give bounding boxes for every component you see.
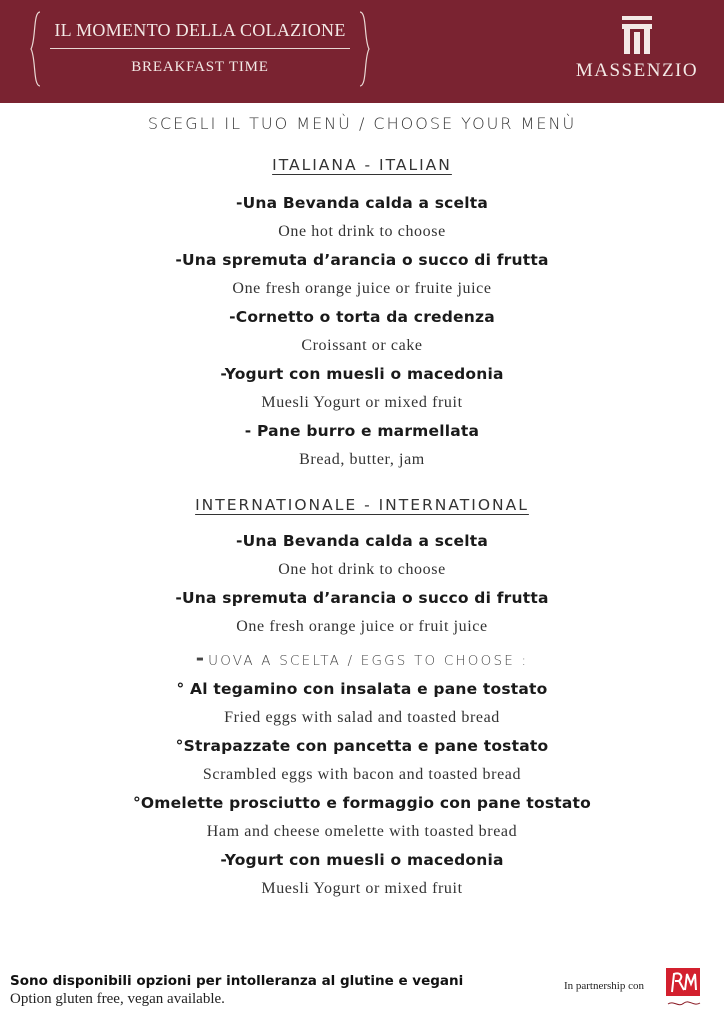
menu-item-it: -Una spremuta d’arancia o succo di frutta: [175, 251, 549, 269]
italian-items: [0, 189, 724, 474]
egg-option-it: ° Al tegamino con insalata e pane tostato: [176, 680, 548, 698]
right-bracket-icon: [358, 10, 370, 88]
menu-item-en: Croissant or cake: [301, 337, 423, 354]
brand-block: [562, 14, 712, 82]
menu-item-it: - Pane burro e marmellata: [244, 422, 480, 440]
egg-option-en: Fried eggs with salad and toasted bread: [224, 709, 500, 726]
menu-item-it: -Yogurt con muesli o macedonia: [220, 365, 504, 383]
menu-heading: SCEGLI IL TUO MENÙ / CHOOSE YOUR MENÙ: [147, 114, 577, 133]
section-italian: [0, 156, 724, 474]
menu-item-it: -Una Bevanda calda a scelta: [235, 194, 489, 212]
menu-item-it: -Yogurt con muesli o macedonia: [220, 851, 504, 869]
dietary-note-it: Sono disponibili opzioni per intolleranza al glutine e vegani: [10, 973, 464, 989]
dash-icon: -: [195, 646, 209, 670]
title-divider: [50, 48, 350, 49]
brand-name: MASSENZIO: [575, 60, 699, 81]
header-subtitle: BREAKFAST TIME: [131, 59, 269, 75]
eggs-label-row: [0, 641, 724, 675]
dietary-note: [10, 973, 463, 1008]
section-title-italian: ITALIANA - ITALIAN: [272, 156, 452, 174]
egg-option-it: °Strapazzate con pancetta e pane tostato: [175, 737, 549, 755]
partner-text: In partnership con: [563, 980, 644, 992]
header-title: IL MOMENTO DELLA COLAZIONE: [54, 20, 346, 40]
eggs-label: UOVA A SCELTA / EGGS TO CHOOSE :: [208, 653, 529, 669]
international-items: [0, 527, 724, 903]
menu-item-en: One hot drink to choose: [278, 561, 446, 578]
section-international: [0, 496, 724, 903]
title-frame: [30, 10, 370, 88]
egg-option-en: Ham and cheese omelette with toasted bread: [206, 823, 518, 840]
menu-item-en: Muesli Yogurt or mixed fruit: [261, 394, 463, 411]
menu-item-it: -Una spremuta d’arancia o succo di frutta: [175, 589, 549, 607]
menu-item-en: One fresh orange juice or fruite juice: [232, 280, 492, 297]
partnership-block: [544, 966, 704, 1016]
section-title-international: INTERNATIONALE - INTERNATIONAL: [195, 496, 529, 514]
dietary-note-en: Option gluten free, vegan available.: [10, 991, 225, 1007]
menu-item-en: Bread, butter, jam: [299, 451, 425, 468]
menu-item-it: -Cornetto o torta da credenza: [229, 308, 495, 326]
header-banner: [0, 0, 724, 103]
egg-option-it: °Omelette prosciutto e formaggio con pane tostato: [132, 794, 592, 812]
menu-item-en: One fresh orange juice or fruit juice: [236, 618, 488, 635]
menu-item-en: Muesli Yogurt or mixed fruit: [261, 880, 463, 897]
massenzio-column-logo-icon: [620, 14, 654, 56]
menu-item-en: One hot drink to choose: [278, 223, 446, 240]
menu-content: [0, 108, 724, 903]
egg-option-en: Scrambled eggs with bacon and toasted bread: [202, 766, 522, 783]
rm-residenza-logo-icon: [664, 966, 704, 1012]
menu-item-it: -Una Bevanda calda a scelta: [235, 532, 489, 550]
